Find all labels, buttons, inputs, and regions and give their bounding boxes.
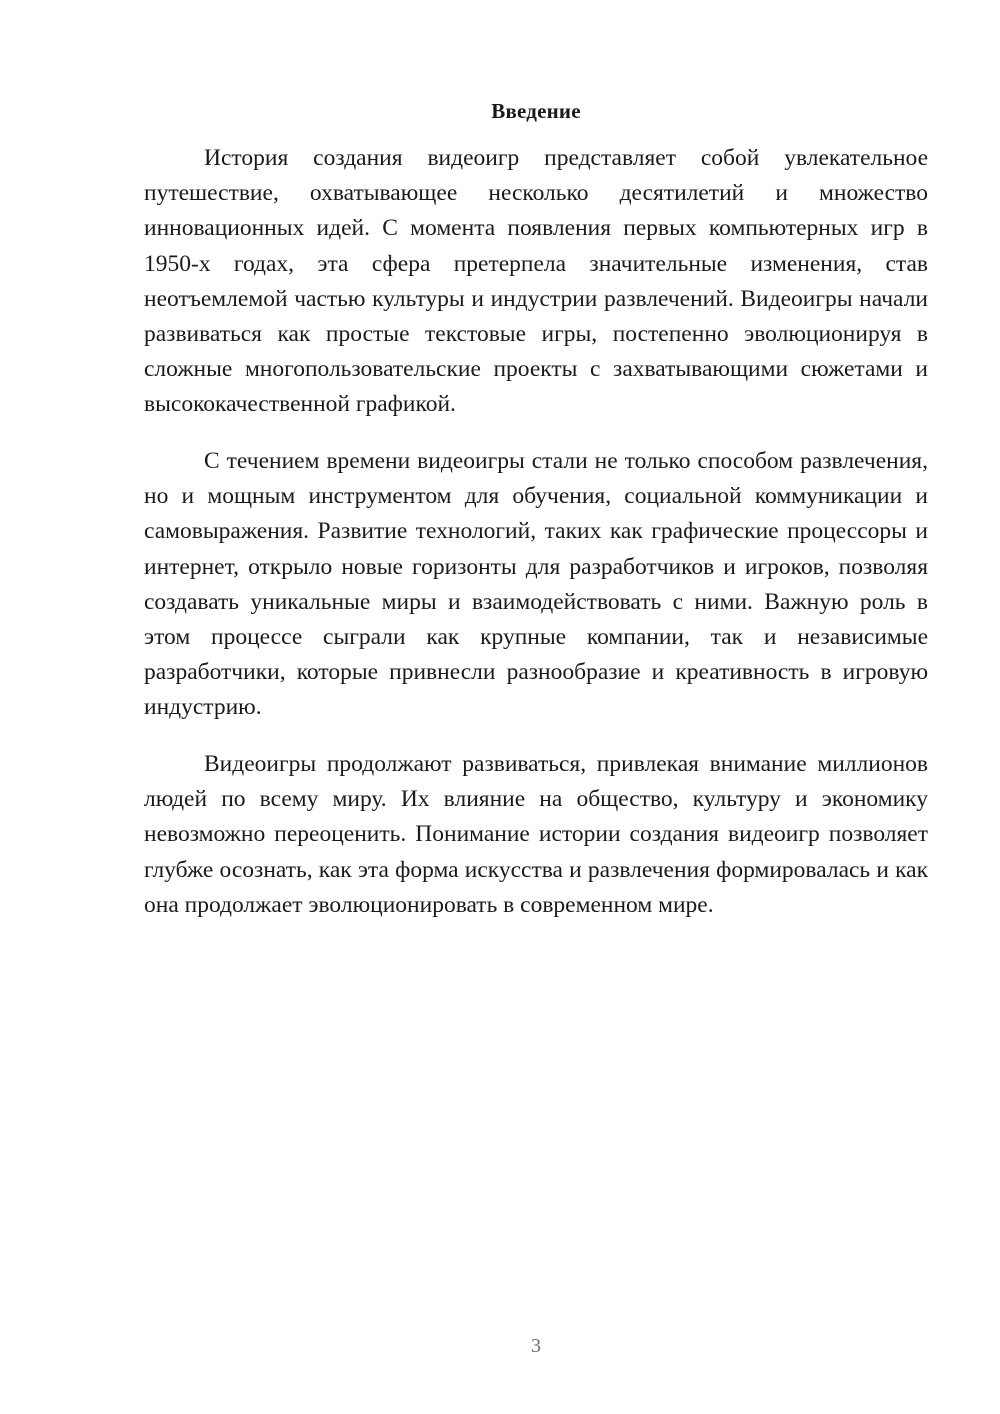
paragraph-1: История создания видеоигр представляет собой увлекательное путешествие, охватывающее несколько десятилетий и множество инновационных идей. С момента появления первых компьютерных игр в 1950-х годах, эта сфера претерпела значительные изменения, став неотъемлемой частью культуры и индустрии развлечений. Видеоигры начали развиваться как простые текстовые игры, постепенно эволюционируя в сложные многопользовательские проекты с захватывающими сюжетами и высококачественной графикой. (144, 145, 928, 418)
section-heading: Введение (491, 99, 581, 123)
paragraph-2: С течением времени видеоигры стали не только способом развлечения, но и мощным инструментом для обучения, социальной коммуникации и самовыражения. Развитие технологий, таких как графические процессоры и интернет, открыло новые горизонты для разработчиков и игроков, позволяя создавать уникальные миры и взаимодействовать с ними. Важную роль в этом процессе сыграли как крупные компании, так и независимые разработчики, которые привнесли разнообразие и креативность в игровую индустрию. (144, 448, 928, 721)
paragraph-3: Видеоигры продолжают развиваться, привлекая внимание миллионов людей по всему миру. Их влияние на общество, культуру и экономику невозможно переоценить. Понимание истории создания видеоигр позволяет глубже осознать, как эта форма искусства и развлечения формировалась и как она продолжает эволюционировать в современном мире. (144, 751, 928, 918)
page-number: 3 (531, 1335, 541, 1357)
